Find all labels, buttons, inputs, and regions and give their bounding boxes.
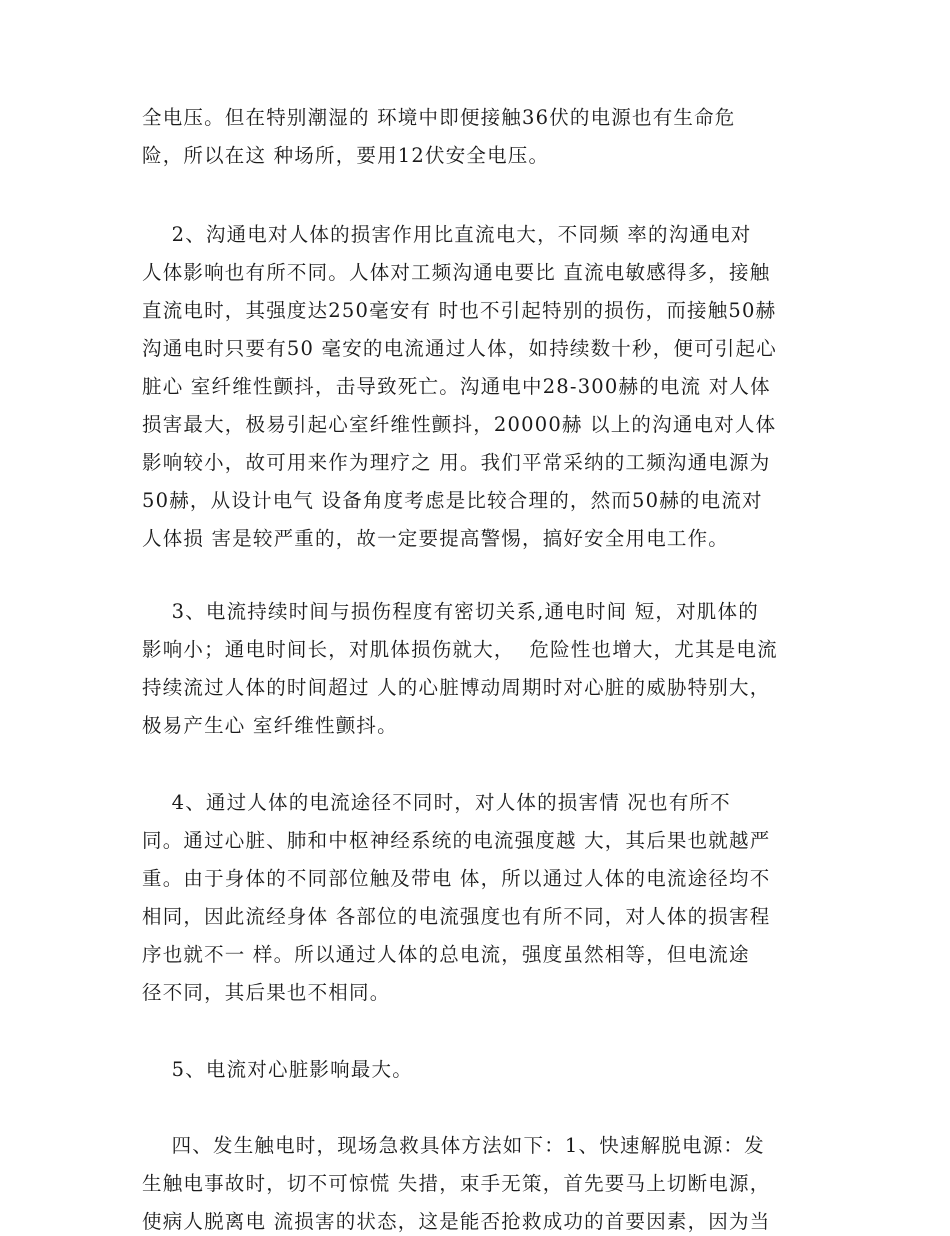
text-line: 4、通过人体的电流途径不同时，对人体的损害情 况也有所不 — [142, 791, 731, 814]
text-line: 险，所以在这 种场所，要用12伏安全电压。 — [142, 144, 550, 167]
text-line: 生触电事故时，切不可惊慌 失措，束手无策，首先要马上切断电源， — [142, 1172, 771, 1195]
text-line: 四、发生触电时，现场急救具体方法如下：1、快速解脱电源：发 — [142, 1134, 765, 1157]
text-line: 5、电流对心脏影响最大。 — [142, 1058, 413, 1081]
text-line: 同。通过心脏、肺和中枢神经系统的电流强度越 大，其后果也就越严 — [142, 829, 771, 852]
text-line: 人体损 害是较严重的，故一定要提高警惕，搞好安全用电工作。 — [142, 527, 729, 550]
text-line: 3、电流持续时间与损伤程度有密切关系,通电时间 短，对肌体的 — [142, 600, 759, 623]
text-line: 持续流过人体的时间超过 人的心脏博动周期时对心脏的威胁特别大， — [142, 676, 771, 699]
text-line: 影响较小，故可用来作为理疗之 用。我们平常采纳的工频沟通电源为 — [142, 451, 771, 474]
text-line: 序也就不一 样。所以通过人体的总电流，强度虽然相等，但电流途 — [142, 943, 750, 966]
text-line: 极易产生心 室纤维性颤抖。 — [142, 714, 398, 737]
text-line: 全电压。但在特别潮湿的 环境中即便接触36伏的电源也有生命危 — [142, 106, 736, 129]
text-line: 影响小；通电时间长，对肌体损伤就大， 危险性也增大，尤其是电流 — [142, 638, 778, 661]
text-line: 沟通电时只要有50 毫安的电流通过人体，如持续数十秒，便可引起心 — [142, 337, 777, 360]
text-line: 直流电时，其强度达250毫安有 时也不引起特别的损伤，而接触50赫 — [142, 299, 777, 322]
text-line: 使病人脱离电 流损害的状态，这是能否抢救成功的首要因素，因为当 — [142, 1210, 771, 1233]
text-line: 人体影响也有所不同。人体对工频沟通电要比 直流电敏感得多，接触 — [142, 261, 771, 284]
text-line: 径不同，其后果也不相同。 — [142, 981, 391, 1004]
text-line: 损害最大，极易引起心室纤维性颤抖，20000赫 以上的沟通电对人体 — [142, 413, 777, 436]
text-line: 50赫，从设计电气 设备角度考虑是比较合理的，然而50赫的电流对 — [142, 489, 763, 512]
text-line: 相同，因此流经身体 各部位的电流强度也有所不同，对人体的损害程 — [142, 905, 771, 928]
text-line: 重。由于身体的不同部位触及带电 体，所以通过人体的电流途径均不 — [142, 867, 771, 890]
text-line: 脏心 室纤维性颤抖，击导致死亡。沟通电中28-300赫的电流 对人体 — [142, 375, 771, 398]
text-line: 2、沟通电对人体的损害作用比直流电大，不同频 率的沟通电对 — [142, 223, 752, 246]
